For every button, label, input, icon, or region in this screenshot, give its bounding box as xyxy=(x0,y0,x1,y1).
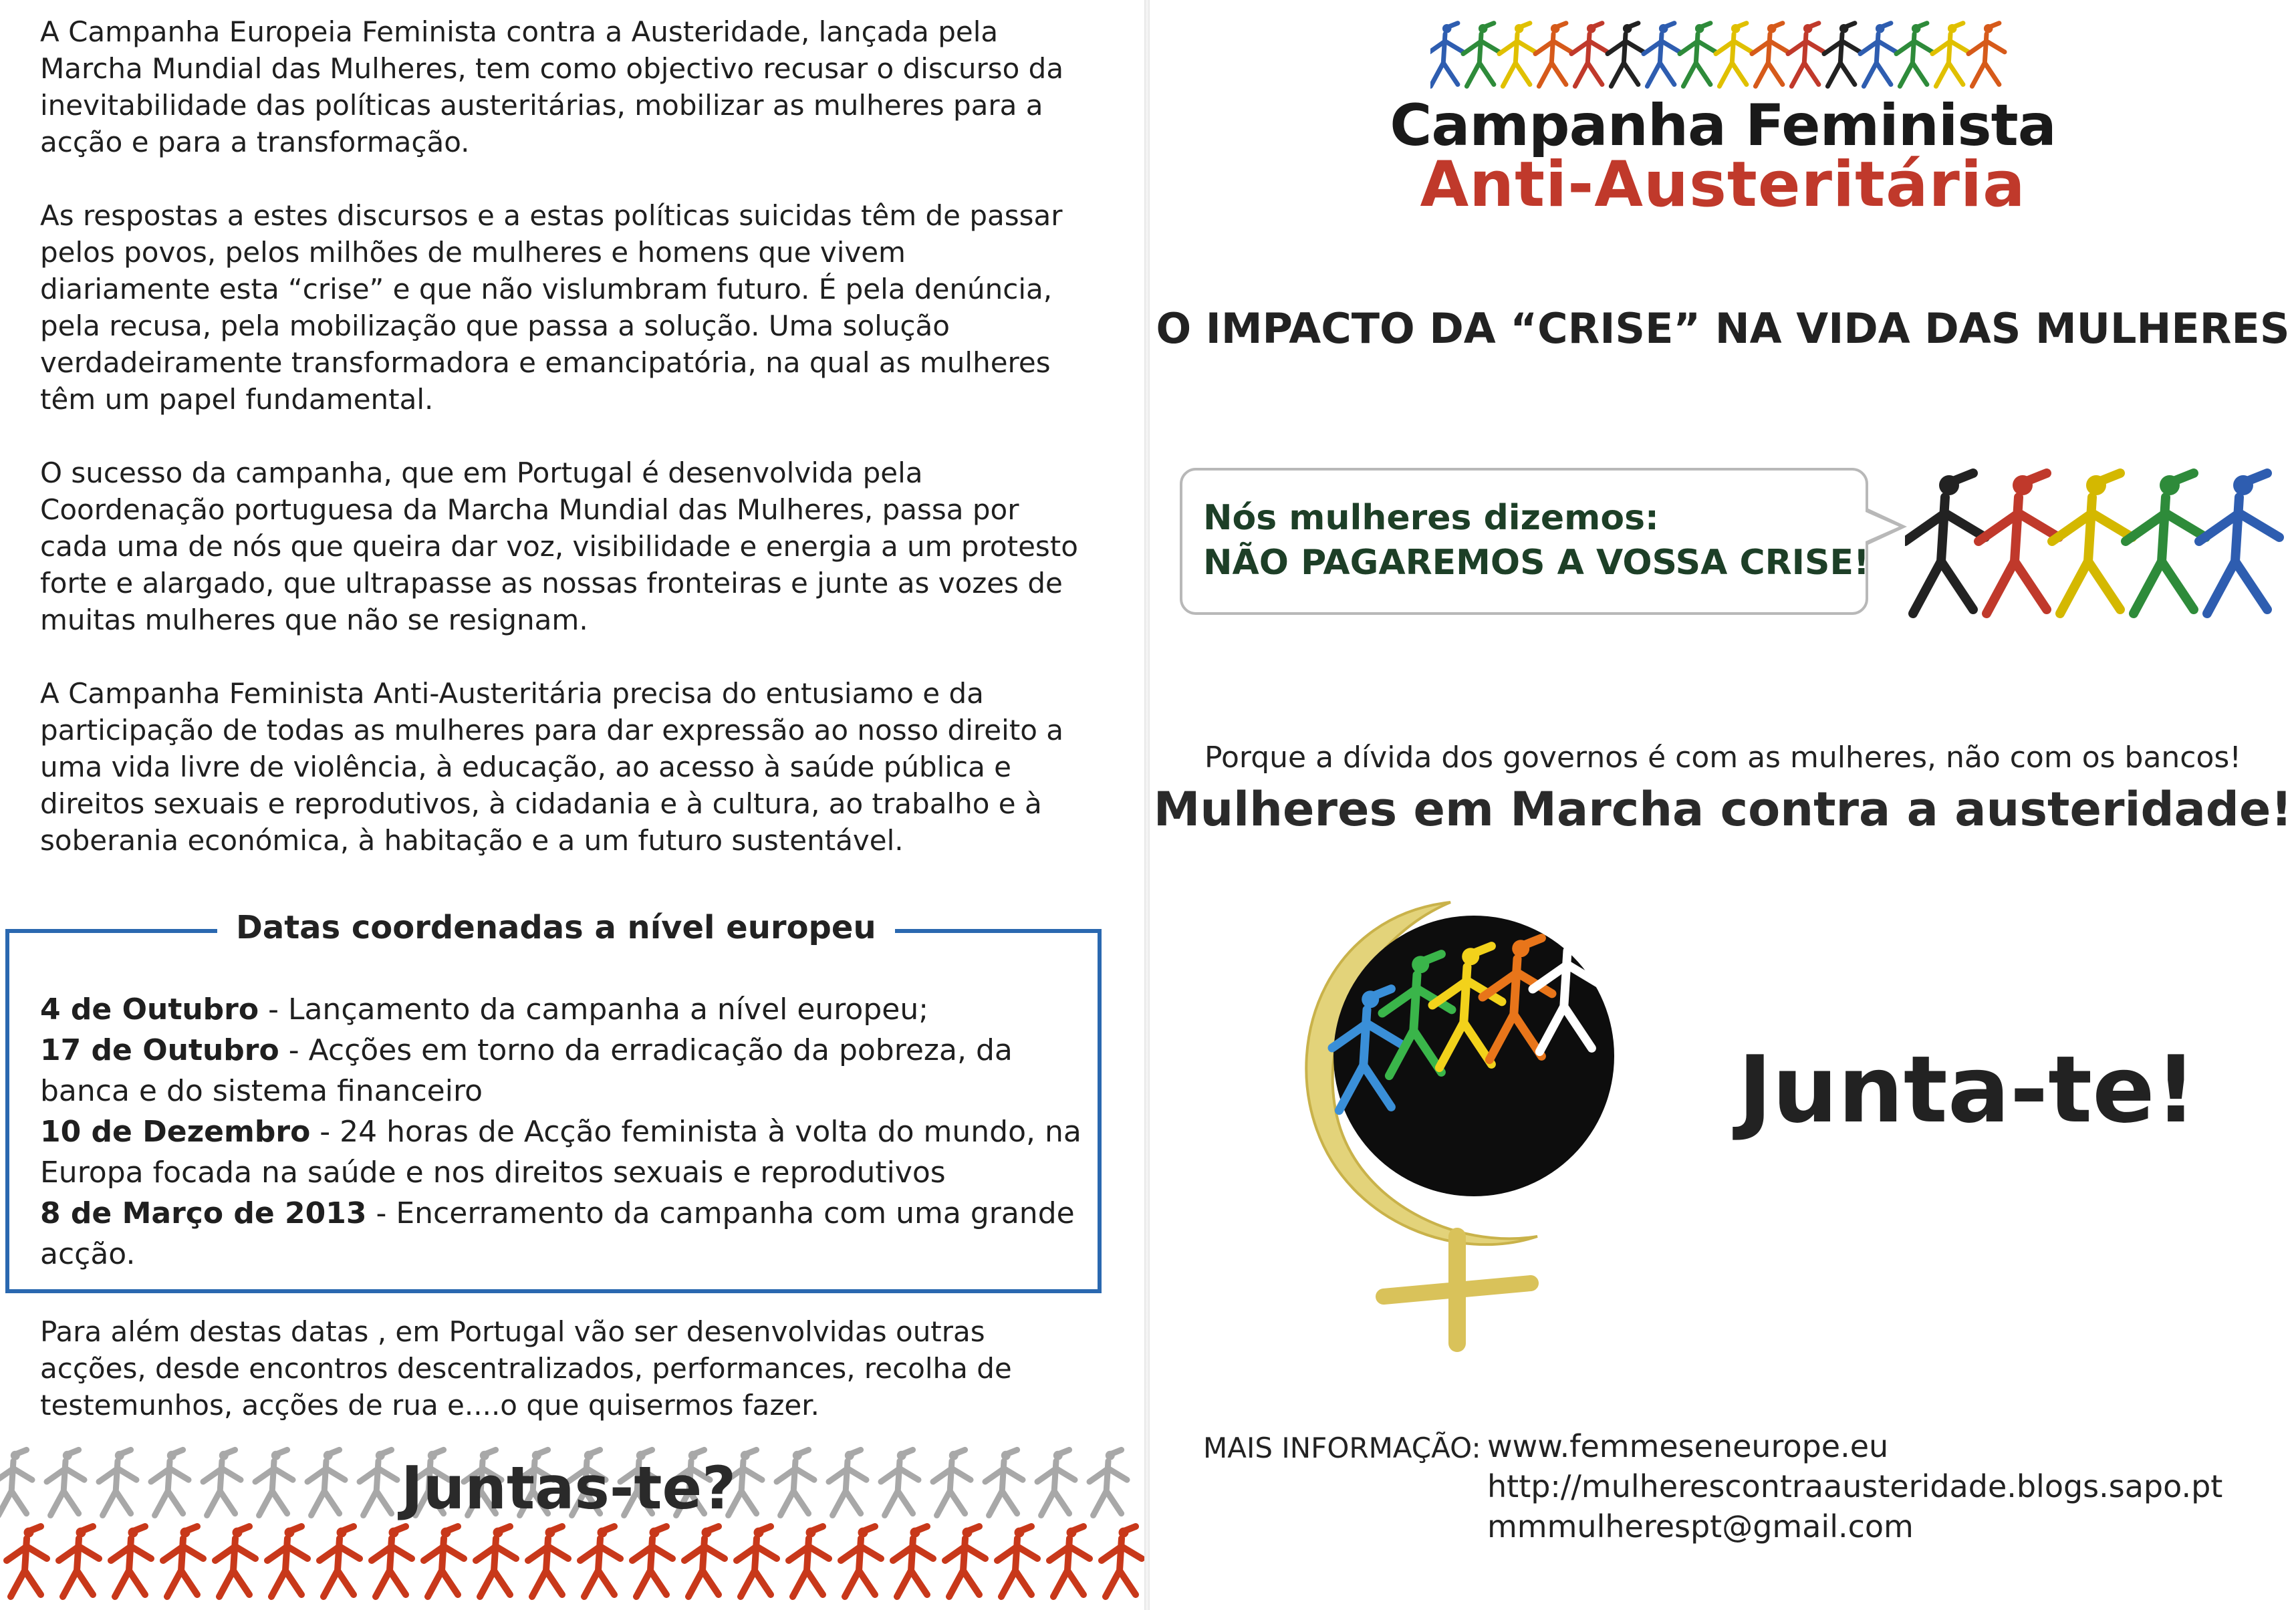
speech-bubble xyxy=(1180,468,1868,615)
more-info-label: MAIS INFORMAÇÃO: xyxy=(1203,1432,1481,1464)
email-link[interactable]: mmmulherespt@gmail.com xyxy=(1487,1508,1914,1545)
impact-title: O IMPACTO DA “CRISE” NA VIDA DAS MULHERES xyxy=(1156,304,2290,353)
tagline-big: Mulheres em Marcha contra a austeridade! xyxy=(1153,782,2293,837)
campaign-paragraph: A Campanha Feminista Anti-Austeritária precisa do entusiamo e da participação de todas as mulheres para dar expressão ao nosso direito a uma vida livre de violência, à educação, ao acesso à saúde pública e direitos sexuais e reprodutivos, à cidadania e à cultura, ao trabalho e à soberania económica, à habitação e a um futuro sustentável. xyxy=(40,677,1063,857)
venus-globe-symbol-icon xyxy=(1257,889,1631,1357)
dancing-women-logo-icon xyxy=(1430,13,2019,94)
page-fold xyxy=(1144,0,1150,1610)
date-item: 8 de Março de 2013 - Encerramento da campanha com uma grande acção. xyxy=(40,1196,1075,1271)
tagline-small: Porque a dívida dos governos é com as mulheres, não com os bancos! xyxy=(1204,741,2241,775)
juntas-te-heading: Juntas-te? xyxy=(401,1454,737,1522)
intro-paragraph: A Campanha Europeia Feminista contra a Austeridade, lançada pela Marcha Mundial das Mulheres, tem como objectivo recusar o discurso da inevitabilidade das políticas austeritárias, mobilizar as mulheres para a acção e para a transformação. xyxy=(40,15,1064,158)
date-item: 17 de Outubro - Acções em torno da erradicação da pobreza, da banca e do sistema financeiro xyxy=(40,1033,1013,1108)
bubble-line1: Nós mulheres dizemos: xyxy=(1203,498,1659,538)
junta-te-heading: Junta-te! xyxy=(1738,1036,2197,1144)
logo-title-line2: Anti-Austeritária xyxy=(1420,148,2026,221)
extra-actions-paragraph: Para além destas datas , em Portugal vão ser desenvolvidas outras acções, desde encontros descentralizados, performances, recolha de testemunhos, acções de rua e....o que quisermos fazer. xyxy=(40,1315,1012,1422)
date-item: 10 de Dezembro - 24 horas de Acção feminista à volta do mundo, na Europa focada na saúde e nos direitos sexuais e reprodutivos xyxy=(40,1115,1081,1190)
response-paragraph: As respostas a estes discursos e a estas políticas suicidas têm de passar pelos povos, pelos milhões de mulheres e homens que vivem diariamente esta “crise” e que não vislumbram futuro. É pela denúncia, pela recusa, pela mobilização que passa a solução. Uma solução verdadeiramente transformadora e emancipatória, na qual as mulheres têm um papel fundamental. xyxy=(40,199,1063,416)
blog-link[interactable]: http://mulherescontraausteridade.blogs.sapo.pt xyxy=(1487,1468,2223,1504)
dates-list xyxy=(40,989,1086,1274)
right-panel xyxy=(1150,0,2296,1610)
date-item: 4 de Outubro - Lançamento da campanha a nível europeu; xyxy=(40,992,929,1027)
dancing-women-group-icon xyxy=(1905,454,2296,628)
success-paragraph: O sucesso da campanha, que em Portugal é desenvolvida pela Coordenação portuguesa da Marcha Mundial das Mulheres, passa por cada uma de nós que queira dar voz, visibilidade e energia a um protesto forte e alargado, que ultrapasse as nossas fronteiras e junte as vozes de muitas mulheres que não se resignam. xyxy=(40,456,1078,636)
bubble-line2: NÃO PAGAREMOS A VOSSA CRISE! xyxy=(1203,543,1870,583)
left-panel xyxy=(0,0,1144,1610)
dates-title: Datas coordenadas a nível europeu xyxy=(217,904,895,952)
logo-title-line1: Campanha Feminista xyxy=(1390,92,2056,159)
website-link[interactable]: www.femmeseneurope.eu xyxy=(1487,1428,1889,1464)
